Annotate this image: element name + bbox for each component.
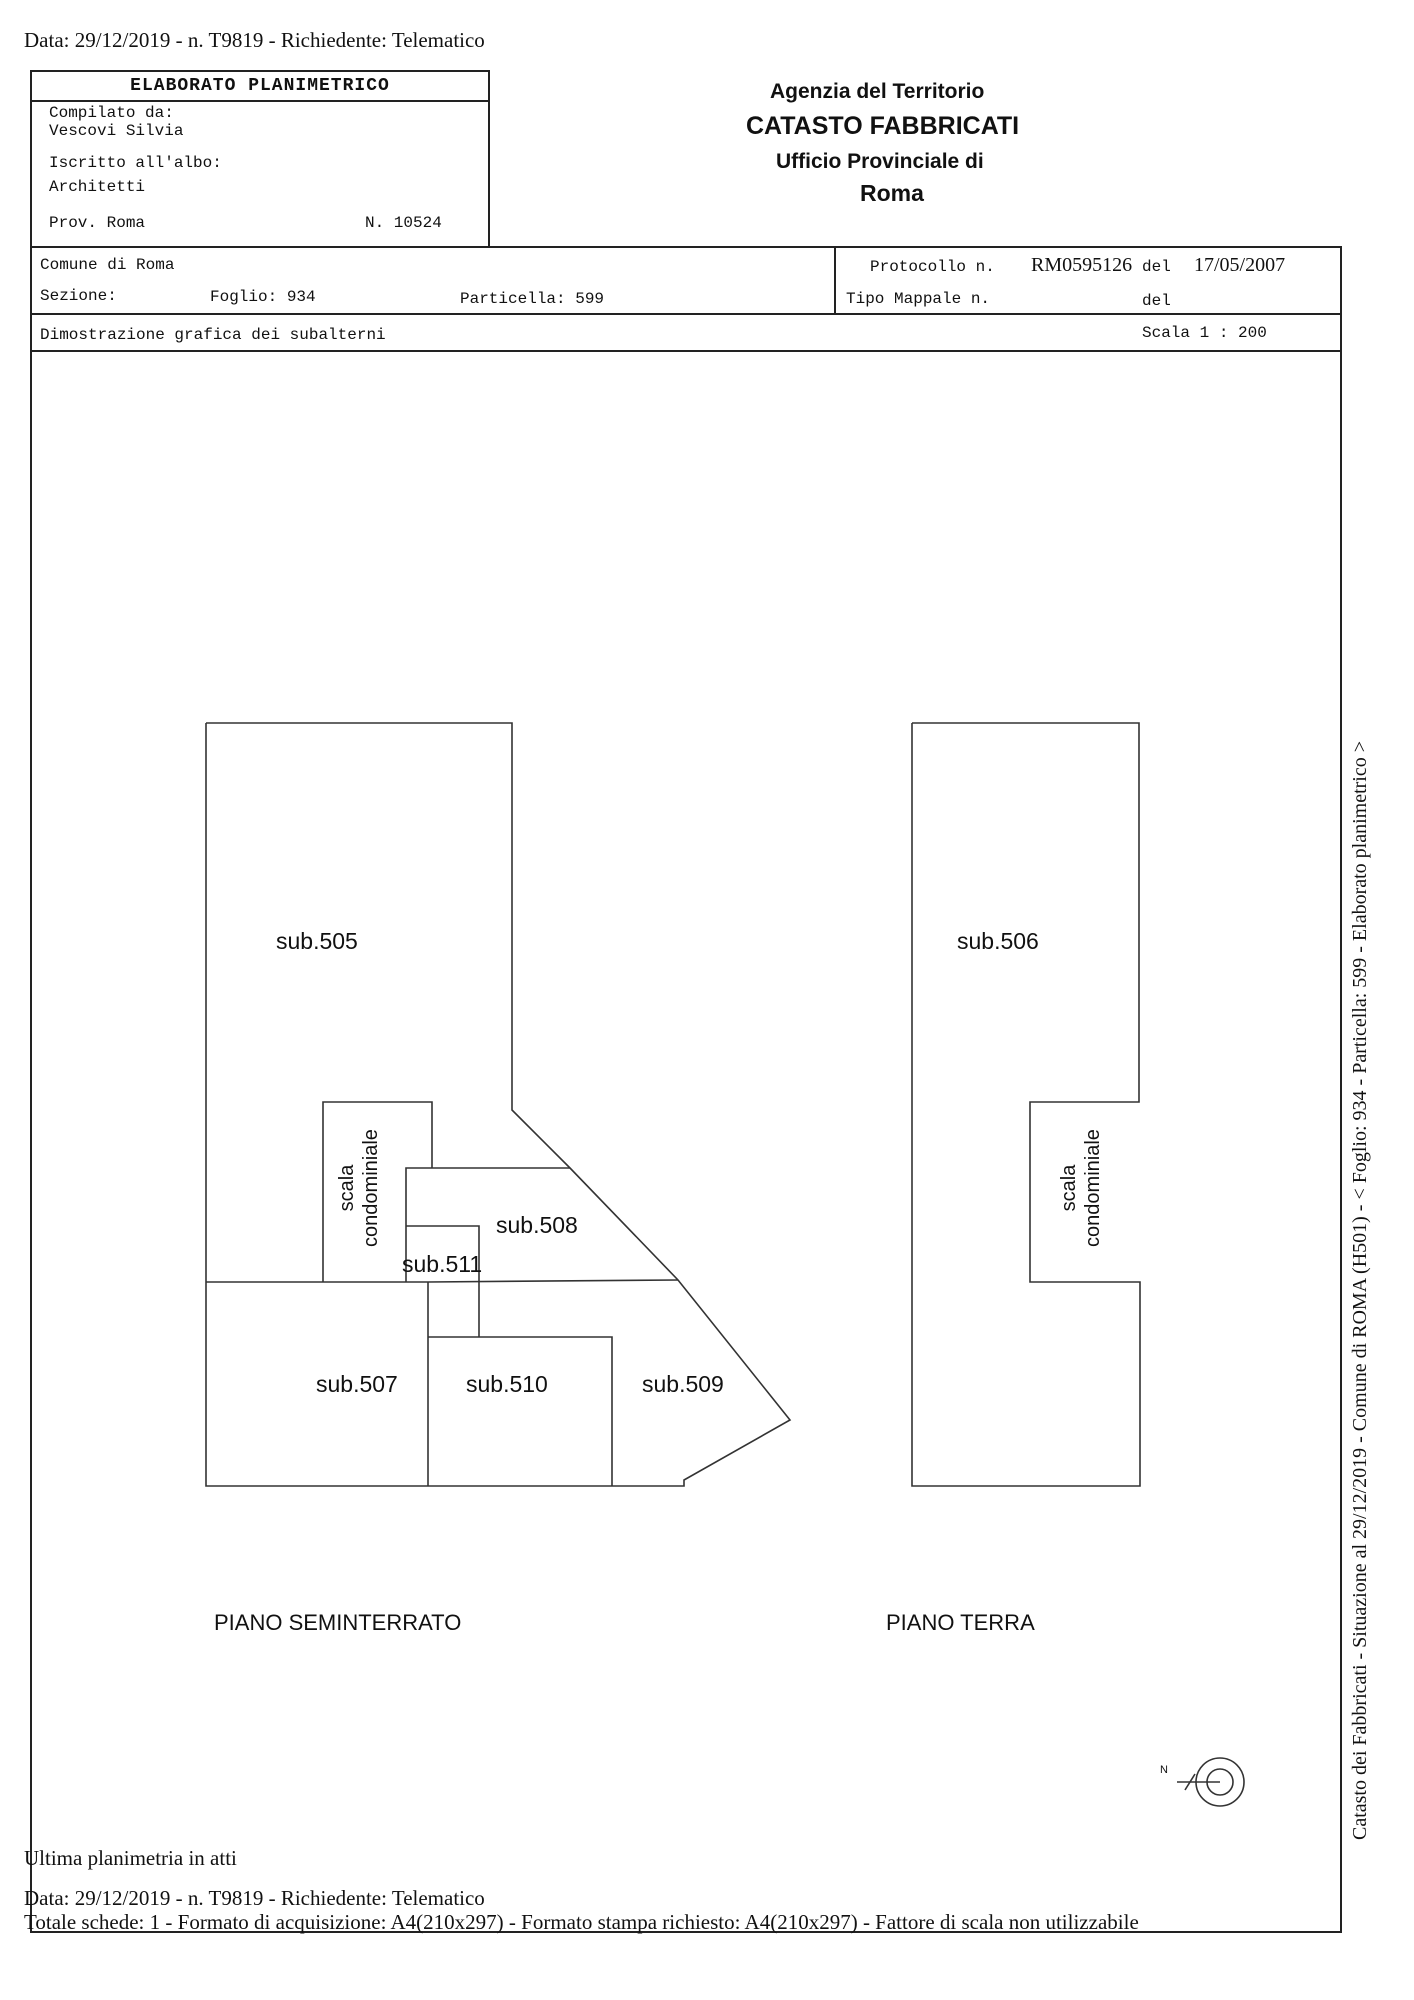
protocollo-value: RM0595126 bbox=[1031, 254, 1133, 276]
unit-label: sub.511 bbox=[402, 1251, 483, 1277]
footer-data: Data: 29/12/2019 - n. T9819 - Richiedente: Telematico bbox=[24, 1886, 485, 1910]
unit-label: sub.507 bbox=[316, 1371, 398, 1397]
footer-totale: Totale schede: 1 - Formato di acquisizione: A4(210x297) - Formato stampa richiesto: A4(210x297) - Fattore di scala non utilizzabile bbox=[24, 1910, 1139, 1934]
agency-line1: Agenzia del Territorio bbox=[770, 80, 985, 103]
comune: Comune di Roma bbox=[40, 256, 175, 274]
protocollo-label: Protocollo n. bbox=[870, 258, 995, 276]
albo: Architetti bbox=[49, 178, 146, 196]
plan-wall bbox=[428, 1280, 678, 1282]
dimostrazione: Dimostrazione grafica dei subalterni bbox=[40, 326, 386, 344]
numero: N. 10524 bbox=[365, 214, 442, 232]
del-label: del bbox=[1142, 292, 1171, 310]
agency-line4: Roma bbox=[860, 180, 924, 206]
compilato-label: Compilato da: bbox=[49, 104, 174, 122]
sezione-label: Sezione: bbox=[40, 287, 117, 305]
north-label: N bbox=[1160, 1764, 1168, 1776]
particella: Particella: 599 bbox=[460, 290, 605, 308]
floor-label-terra: PIANO TERRA bbox=[886, 1610, 1035, 1635]
iscritto-label: Iscritto all'albo: bbox=[49, 154, 222, 172]
unit-label: sub.509 bbox=[642, 1371, 724, 1397]
unit-label: sub.508 bbox=[496, 1212, 578, 1238]
scala-label-a-line1: scala bbox=[336, 1164, 358, 1212]
elaborato-title: ELABORATO PLANIMETRICO bbox=[130, 76, 390, 96]
side-caption: Catasto dei Fabbricati - Situazione al 29/12/2019 - Comune di ROMA (H501) - < Foglio: 934 - Particella: 599 - Elaborato planimetrico > bbox=[1349, 740, 1371, 1840]
agency-line2: CATASTO FABBRICATI bbox=[746, 112, 1020, 140]
scala-label-b-line2: condominiale bbox=[1082, 1129, 1104, 1247]
scala-label-a-line2: condominiale bbox=[360, 1129, 382, 1247]
del-label: del bbox=[1142, 258, 1171, 276]
foglio: Foglio: 934 bbox=[210, 288, 316, 306]
plan-outline bbox=[912, 723, 1140, 1486]
scala-label-b bbox=[1057, 1118, 1105, 1258]
compilato-name: Vescovi Silvia bbox=[49, 122, 184, 140]
header-line: Data: 29/12/2019 - n. T9819 - Richiedente: Telematico bbox=[24, 28, 485, 52]
tipo-mappale: Tipo Mappale n. bbox=[846, 290, 991, 308]
unit-label: sub.505 bbox=[276, 928, 358, 954]
footer-ultima: Ultima planimetria in atti bbox=[24, 1846, 237, 1870]
prov: Prov. Roma bbox=[49, 214, 146, 232]
floor-label-seminterrato: PIANO SEMINTERRATO bbox=[214, 1610, 462, 1635]
scala-label-a bbox=[335, 1118, 383, 1258]
unit-label: sub.506 bbox=[957, 928, 1039, 954]
scala-label-b-line1: scala bbox=[1058, 1164, 1080, 1212]
agency-line3: Ufficio Provinciale di bbox=[776, 150, 984, 173]
scala: Scala 1 : 200 bbox=[1142, 324, 1267, 342]
unit-label: sub.510 bbox=[466, 1371, 548, 1397]
del-date: 17/05/2007 bbox=[1194, 254, 1286, 276]
plan-wall bbox=[428, 1337, 612, 1486]
